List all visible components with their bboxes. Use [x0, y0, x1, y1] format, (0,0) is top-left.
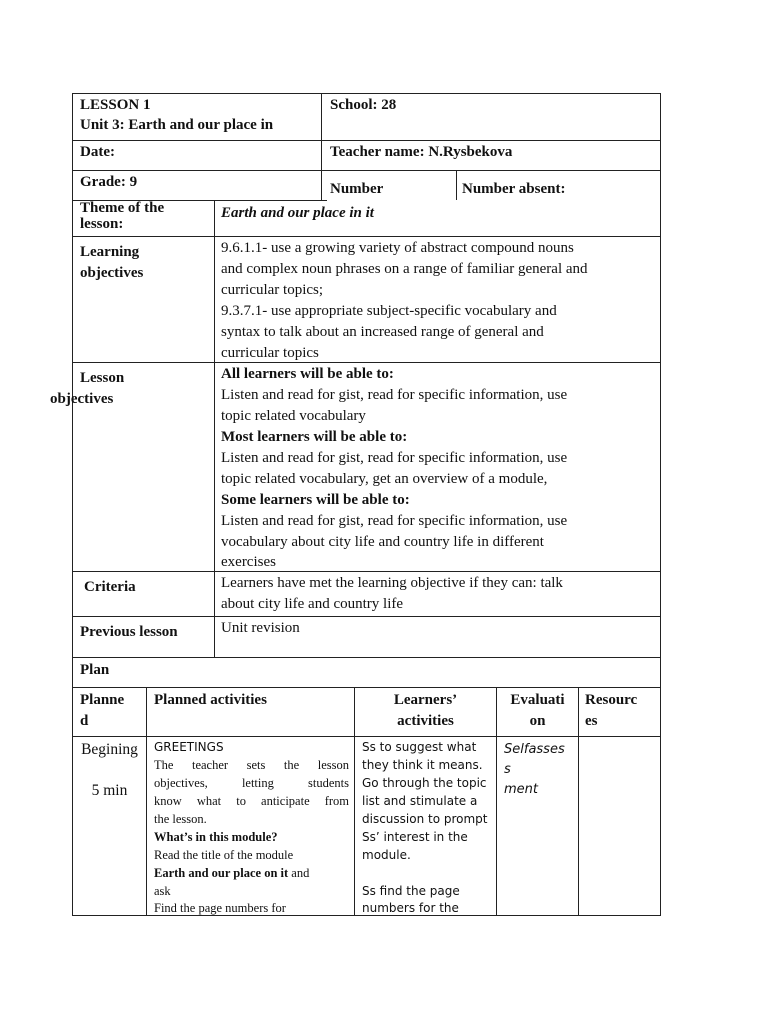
stage-duration: 5 min [91, 782, 128, 799]
learner-activity-line: Go through the topic [362, 776, 487, 790]
learning-objective-line: curricular topics; [221, 282, 324, 298]
all-learners-heading: All learners will be able to: [221, 366, 394, 382]
lesson-number: LESSON 1 [80, 97, 151, 113]
objective-line: exercises [221, 554, 276, 570]
planned-header: d [80, 713, 89, 729]
table-border [72, 736, 661, 737]
learning-objectives-label: objectives [80, 265, 144, 281]
activity-line: Read the title of the module [154, 848, 294, 862]
lesson-objectives-label: objectives [50, 391, 114, 407]
evaluation-header: Evaluati [510, 692, 565, 708]
stage-name: Begining [81, 741, 138, 758]
criteria-line: Learners have met the learning objective if they can: talk [221, 575, 563, 591]
table-border [660, 93, 661, 916]
greetings-text: GREETINGS [154, 740, 224, 754]
table-border [456, 170, 457, 200]
school-field: School: 28 [330, 97, 397, 113]
planned-header: Planne [80, 692, 125, 708]
learner-activity-line: Ss find the page [362, 884, 460, 898]
evaluation-text: ment [504, 782, 538, 797]
objective-line: topic related vocabulary [221, 408, 366, 424]
learning-objective-line: 9.3.7.1- use appropriate subject-specific vocabulary and [221, 303, 557, 319]
table-border [72, 362, 661, 363]
resources-header: Resourc [585, 692, 638, 708]
module-title: Earth and our place on it [154, 866, 289, 880]
table-border [72, 236, 661, 237]
theme-value: Earth and our place in it [221, 205, 374, 221]
module-question: What’s in this module? [154, 830, 278, 844]
table-border [72, 140, 661, 141]
module-title-suffix: and [288, 866, 310, 880]
table-border [72, 616, 661, 617]
activity-line: objectives, letting students [154, 776, 349, 790]
previous-lesson-value: Unit revision [221, 620, 300, 636]
evaluation-text: Selfasses [504, 742, 565, 757]
objective-line: Listen and read for gist, read for specific information, use [221, 513, 568, 529]
table-border [72, 571, 661, 572]
learning-objectives-label: Learning [80, 244, 140, 260]
activity-line: know what to anticipate from [154, 794, 349, 808]
lesson-objectives-label: Lesson [80, 370, 125, 386]
number-absent-field: Number absent: [462, 181, 566, 197]
activity-line: The teacher sets the lesson [154, 758, 349, 772]
learner-activity-line: discussion to prompt [362, 812, 488, 826]
learner-activity-line: numbers for the [362, 901, 459, 915]
plan-label: Plan [80, 662, 110, 678]
table-border [578, 687, 579, 916]
date-field: Date: [80, 144, 115, 160]
learner-activity-line: they think it means. [362, 758, 483, 772]
table-border [214, 200, 215, 657]
table-border [72, 170, 661, 171]
learner-activity-line: module. [362, 848, 411, 862]
table-border [321, 93, 322, 200]
previous-lesson-label: Previous lesson [80, 624, 178, 640]
grade-field: Grade: 9 [80, 174, 138, 190]
resources-header: es [585, 713, 598, 729]
table-border [72, 93, 661, 94]
unit-title: Unit 3: Earth and our place in [80, 117, 274, 133]
learning-objective-line: and complex noun phrases on a range of familiar general and [221, 261, 588, 277]
activity-line: Find the page numbers for [154, 901, 286, 915]
number-field: Number [330, 181, 384, 197]
learner-activity-line: Ss’ interest in the [362, 830, 468, 844]
table-border [72, 687, 661, 688]
criteria-label: Criteria [84, 579, 136, 595]
activity-line: the lesson. [154, 812, 207, 826]
activity-line: ask [154, 884, 171, 898]
learner-activity-line: Ss to suggest what [362, 740, 477, 754]
some-learners-heading: Some learners will be able to: [221, 492, 410, 508]
most-learners-heading: Most learners will be able to: [221, 429, 408, 445]
teacher-name-field: Teacher name: N.Rysbekova [330, 144, 513, 160]
theme-label: Theme of the [80, 200, 165, 216]
theme-label: lesson: [80, 216, 124, 232]
objective-line: topic related vocabulary, get an overview of a module, [221, 471, 548, 487]
objective-line: Listen and read for gist, read for specific information, use [221, 387, 568, 403]
table-border [146, 687, 147, 916]
objective-line: vocabulary about city life and country life in different [221, 534, 544, 550]
planned-activities-header: Planned activities [154, 692, 267, 708]
module-title-line [154, 864, 309, 882]
learning-objective-line: 9.6.1.1- use a growing variety of abstract compound nouns [221, 240, 574, 256]
learners-activities-header: Learners’ [393, 692, 458, 708]
table-border [72, 657, 661, 658]
learning-objective-line: syntax to talk about an increased range of general and [221, 324, 544, 340]
evaluation-header: on [529, 713, 546, 729]
objective-line: Listen and read for gist, read for specific information, use [221, 450, 568, 466]
criteria-line: about city life and country life [221, 596, 404, 612]
evaluation-text: s [504, 762, 511, 777]
learner-activity-line: list and stimulate a [362, 794, 478, 808]
learners-activities-header: activities [397, 713, 454, 729]
learning-objective-line: curricular topics [221, 345, 319, 361]
